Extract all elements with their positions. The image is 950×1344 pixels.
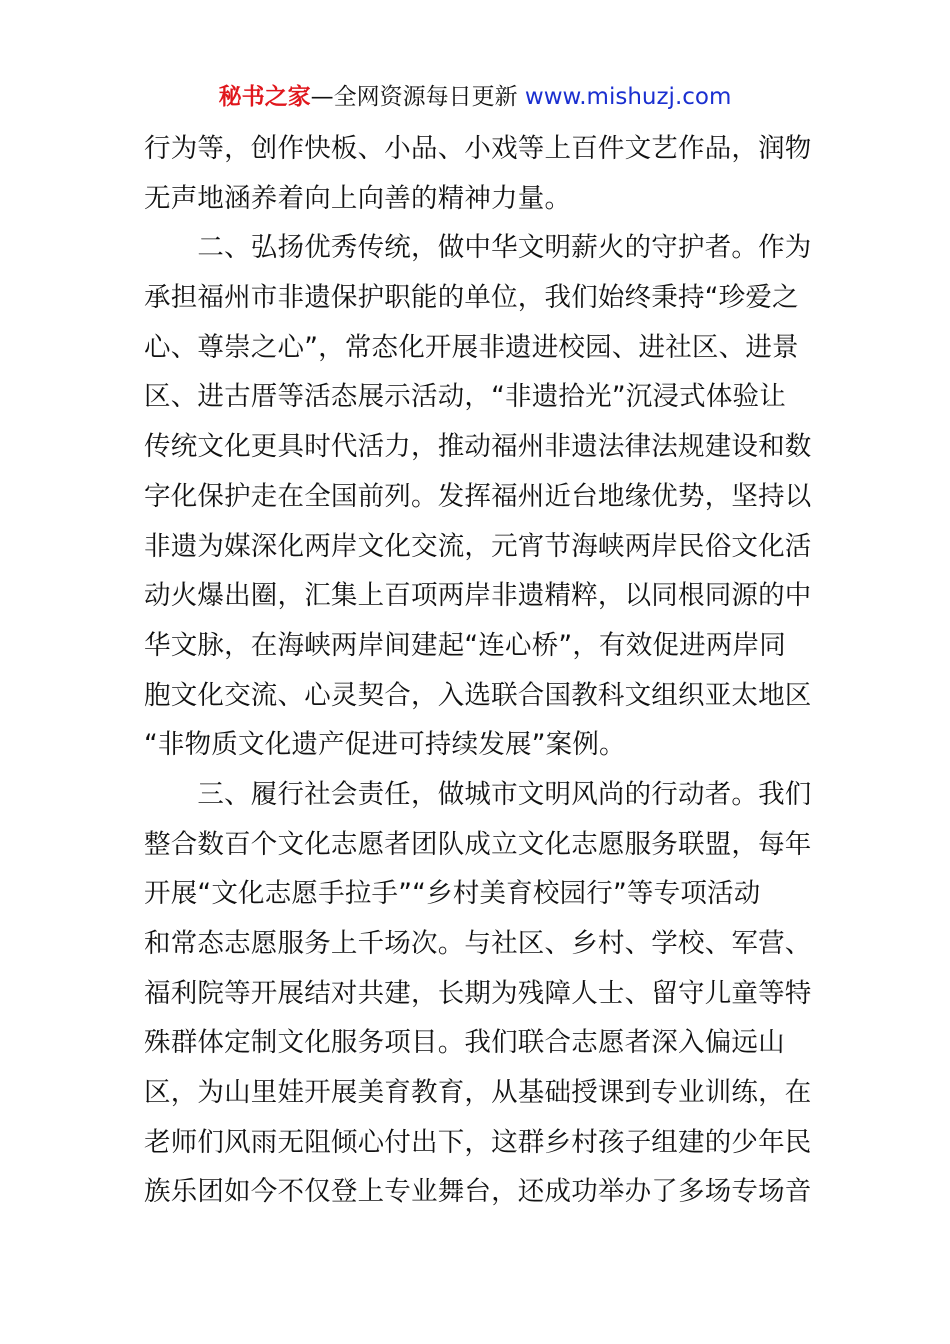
text-line: 二、弘扬优秀传统，做中华文明薪火的守护者。作为 xyxy=(144,232,812,264)
text-line: 三、履行社会责任，做城市文明风尚的行动者。我们 xyxy=(144,778,812,810)
text-line: 区，为山里娃开展美育教育，从基础授课到专业训练，在 xyxy=(144,1077,812,1109)
text-line: 动火爆出圈，汇集上百项两岸非遗精粹，以同根同源的中 xyxy=(144,580,812,612)
header-brand: 秘书之家 xyxy=(218,84,311,110)
text-line: 行为等，创作快板、小品、小戏等上百件文艺作品，润物 xyxy=(144,133,812,164)
body-text xyxy=(144,124,812,1217)
text-line: “非物质文化遗产促进可持续发展”案例。 xyxy=(144,729,626,761)
text-line: 老师们风雨无阻倾心付出下，这群乡村孩子组建的少年民 xyxy=(144,1126,812,1158)
text-line: 区、进古厝等活态展示活动，“非遗拾光”沉浸式体验让 xyxy=(144,381,786,413)
text-line: 整合数百个文化志愿者团队成立文化志愿服务联盟，每年 xyxy=(144,828,812,860)
text-line: 族乐团如今不仅登上专业舞台，还成功举办了多场专场音 xyxy=(144,1176,812,1208)
header-url-link[interactable]: www.mishuzj.com xyxy=(524,84,732,110)
page-header xyxy=(0,80,950,114)
text-line: 开展“文化志愿手拉手”“乡村美育校园行”等专项活动 xyxy=(144,878,761,910)
text-line: 承担福州市非遗保护职能的单位，我们始终秉持“珍爱之 xyxy=(144,282,799,314)
text-line: 殊群体定制文化服务项目。我们联合志愿者深入偏远山 xyxy=(144,1027,785,1059)
text-line: 胞文化交流、心灵契合，入选联合国教科文组织亚太地区 xyxy=(144,679,812,711)
text-line: 华文脉，在海峡两岸间建起“连心桥”，有效促进两岸同 xyxy=(144,629,786,661)
text-line: 福利院等开展结对共建，长期为残障人士、留守儿童等特 xyxy=(144,977,812,1009)
text-line: 非遗为媒深化两岸文化交流，元宵节海峡两岸民俗文化活 xyxy=(144,530,812,562)
text-line: 心、尊崇之心”，常态化开展非遗进校园、进社区、进景 xyxy=(144,331,799,363)
header-tagline: —全网资源每日更新 xyxy=(310,84,525,110)
text-line: 无声地涵养着向上向善的精神力量。 xyxy=(144,182,572,214)
text-line: 传统文化更具时代活力，推动福州非遗法律法规建设和数 xyxy=(144,431,812,463)
text-line: 和常态志愿服务上千场次。与社区、乡村、学校、军营、 xyxy=(144,928,812,959)
text-line: 字化保护走在全国前列。发挥福州近台地缘优势，坚持以 xyxy=(144,480,812,512)
